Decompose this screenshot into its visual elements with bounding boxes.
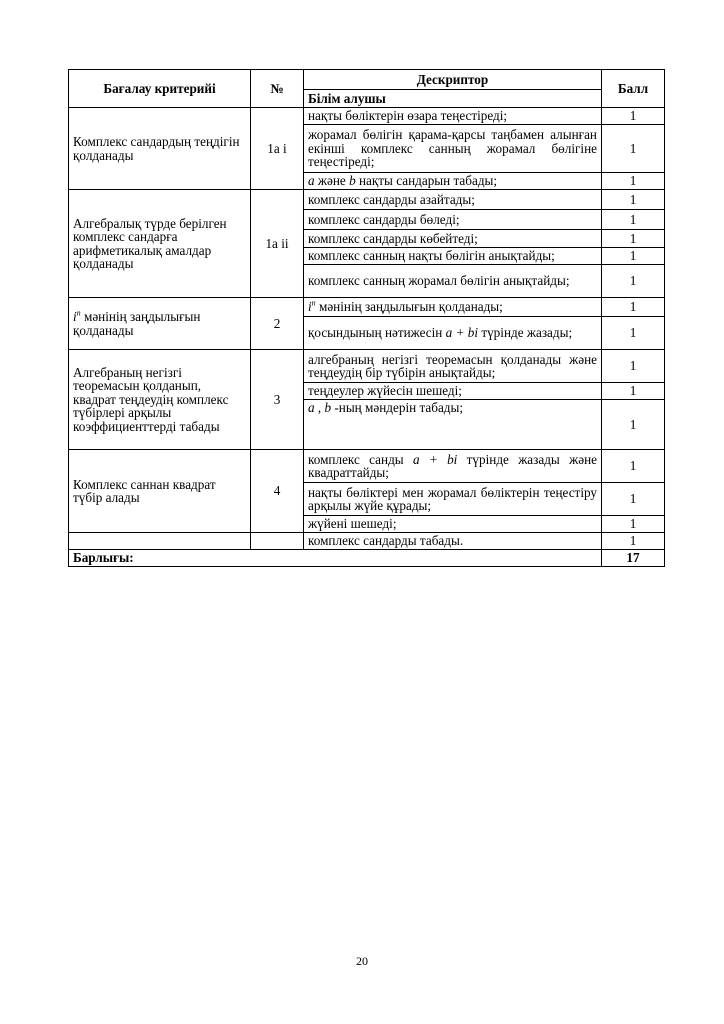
criterion-2: Алгебралық түрде берілген комплекс сандарға арифметикалық амалдар қолданады — [69, 190, 251, 298]
header-points: Балл — [602, 70, 665, 108]
descriptor-2-4: комплекс санның нақты бөлігін анықтайды; — [304, 248, 602, 265]
points-4-3: 1 — [602, 400, 665, 450]
criterion-3-text: мәнінің заңдылығын қолданады — [73, 309, 201, 338]
total-label: Барлығы: — [69, 549, 602, 566]
variable-a: a — [308, 173, 315, 189]
task-number-5: 4 — [251, 450, 304, 533]
points-2-3: 1 — [602, 230, 665, 248]
descriptor-2-1: комплекс сандарды азайтады; — [304, 190, 602, 210]
header-learner: Білім алушы — [304, 90, 602, 108]
variable-b: b — [324, 400, 332, 415]
points-2-1: 1 — [602, 190, 665, 210]
descriptor-5-1 — [304, 450, 602, 483]
descriptor-text: түрінде жазады және квадраттайды; — [308, 451, 597, 480]
complex-form-formula: a + bi — [445, 325, 479, 341]
empty-cell — [69, 533, 251, 550]
criterion-3 — [69, 298, 251, 350]
variable-b: b — [349, 173, 356, 189]
descriptor-text: және — [314, 173, 350, 189]
total-points: 17 — [602, 549, 665, 566]
descriptor-5-2: нақты бөліктері мен жорамал бөліктерін теңестіру арқылы жүйе құрады; — [304, 483, 602, 516]
descriptor-4-1: алгебраның негізгі теоремасын қолданады және теңдеудің бір түбірін анықтайды; — [304, 350, 602, 383]
variable-a: a — [308, 400, 315, 415]
criterion-5: Комплекс саннан квадрат түбір алады — [69, 450, 251, 533]
imaginary-unit: i — [308, 299, 312, 315]
exponent-n: n — [311, 298, 316, 308]
descriptor-5-4: комплекс сандарды табады. — [304, 533, 602, 550]
header-criterion: Бағалау критерийі — [69, 70, 251, 108]
descriptor-5-3: жүйені шешеді; — [304, 516, 602, 533]
descriptor-4-3 — [304, 400, 602, 450]
header-number: № — [251, 70, 304, 108]
imaginary-unit: i — [73, 309, 77, 324]
descriptor-text: комплекс санды — [308, 451, 413, 467]
descriptor-text: мәнінің заңдылығын қолданады; — [315, 299, 503, 315]
descriptor-text: -ның мәндерін табады; — [331, 400, 464, 415]
descriptor-3-1 — [304, 298, 602, 317]
exponent-n: n — [76, 308, 81, 318]
descriptor-text: нақты сандарын табады; — [355, 173, 498, 189]
points-3-2: 1 — [602, 317, 665, 350]
points-1-1: 1 — [602, 108, 665, 125]
points-5-3: 1 — [602, 516, 665, 533]
points-4-2: 1 — [602, 383, 665, 400]
points-2-5: 1 — [602, 265, 665, 298]
empty-cell — [251, 533, 304, 550]
descriptor-2-3: комплекс сандарды көбейтеді; — [304, 230, 602, 248]
assessment-rubric-table — [68, 69, 665, 567]
task-number-2: 1a ii — [251, 190, 304, 298]
points-2-4: 1 — [602, 248, 665, 265]
task-number-1: 1a i — [251, 108, 304, 190]
descriptor-4-2: теңдеулер жүйесін шешеді; — [304, 383, 602, 400]
descriptor-2-5: комплекс санның жорамал бөлігін анықтайды; — [304, 265, 602, 298]
descriptor-1-3 — [304, 173, 602, 190]
descriptor-1-1: нақты бөліктерін өзара теңестіреді; — [304, 108, 602, 125]
descriptor-3-2 — [304, 317, 602, 350]
task-number-4: 3 — [251, 350, 304, 450]
points-3-1: 1 — [602, 298, 665, 317]
points-5-1: 1 — [602, 450, 665, 483]
descriptor-1-2: жорамал бөлігін қарама-қарсы таңбамен алынған екінші комплекс санның жорамал бөлігіне теңестіреді; — [304, 125, 602, 173]
points-2-2: 1 — [602, 210, 665, 230]
header-descriptor: Дескриптор — [304, 70, 602, 90]
descriptor-2-2: комплекс сандарды бөледі; — [304, 210, 602, 230]
points-1-3: 1 — [602, 173, 665, 190]
criterion-4: Алгебраның негізгі теоремасын қолданып, квадрат теңдеудің комплекс түбірлері арқылы коэффициенттерді табады — [69, 350, 251, 450]
points-5-2: 1 — [602, 483, 665, 516]
points-5-4: 1 — [602, 533, 665, 550]
page-number: 20 — [356, 954, 368, 968]
task-number-3: 2 — [251, 298, 304, 350]
points-1-2: 1 — [602, 125, 665, 173]
descriptor-text: , — [314, 400, 325, 415]
points-4-1: 1 — [602, 350, 665, 383]
descriptor-text: қосындының нәтижесін — [308, 325, 446, 341]
complex-form-formula: a + bi — [412, 451, 458, 467]
descriptor-text: түрінде жазады; — [478, 325, 573, 341]
criterion-1: Комплекс сандардың теңдігін қолданады — [69, 108, 251, 190]
